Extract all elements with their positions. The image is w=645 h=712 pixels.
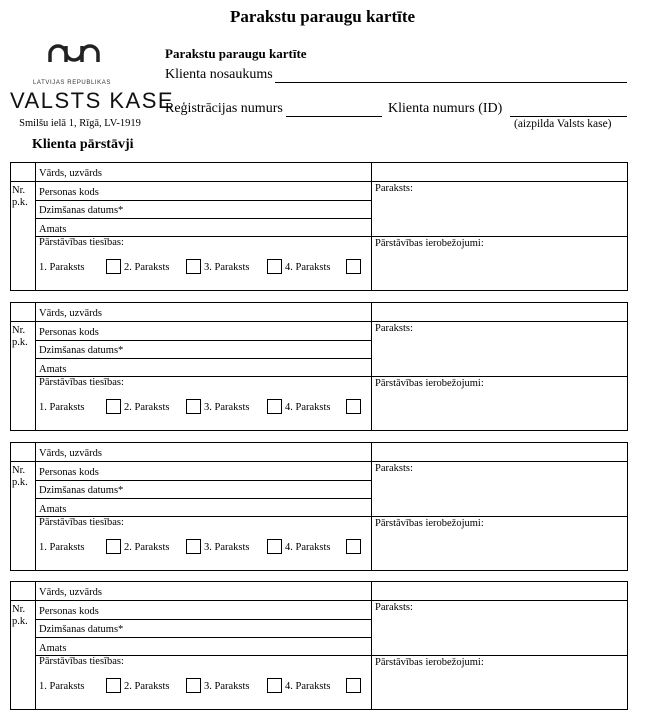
option-3-checkbox[interactable] <box>267 399 282 414</box>
option-3-checkbox[interactable] <box>267 539 282 554</box>
rights-label: Pārstāvības tiesības: <box>39 377 124 388</box>
client-number-field[interactable] <box>510 116 627 117</box>
option-3-checkbox[interactable] <box>267 678 282 693</box>
nr-label-1: Nr. <box>12 325 26 336</box>
section-title: Klienta pārstāvji <box>32 137 134 152</box>
representative-block <box>10 442 628 571</box>
rights-label: Pārstāvības tiesības: <box>39 237 124 248</box>
limitations-label: Pārstāvības ierobežojumi: <box>375 657 484 668</box>
option-4-checkbox[interactable] <box>346 539 361 554</box>
position-label: Amats <box>39 643 67 654</box>
position-label: Amats <box>39 224 67 235</box>
nr-label-2: p.k. <box>12 197 28 208</box>
position-label: Amats <box>39 504 67 515</box>
option-3-label: 3. Paraksts <box>204 542 250 553</box>
signature-label: Paraksts: <box>375 323 413 334</box>
valsts-kase-emblem-icon <box>46 42 102 64</box>
option-4-label: 4. Paraksts <box>285 402 331 413</box>
option-2-checkbox[interactable] <box>186 678 201 693</box>
form-title: Parakstu paraugu kartīte <box>165 46 307 61</box>
representative-block <box>10 302 628 431</box>
option-4-label: 4. Paraksts <box>285 262 331 273</box>
option-4-label: 4. Paraksts <box>285 542 331 553</box>
personal-code-label: Personas kods <box>39 327 99 338</box>
reg-number-field[interactable] <box>286 116 382 117</box>
logo-subtitle: LATVIJAS REPUBLIKAS <box>33 80 111 86</box>
nr-label-1: Nr. <box>12 185 26 196</box>
client-name-label: Klienta nosaukums <box>165 67 273 82</box>
rights-label: Pārstāvības tiesības: <box>39 656 124 667</box>
personal-code-label: Personas kods <box>39 187 99 198</box>
nr-label-1: Nr. <box>12 465 26 476</box>
option-3-label: 3. Paraksts <box>204 262 250 273</box>
option-1-checkbox[interactable] <box>106 399 121 414</box>
representative-block <box>10 581 628 710</box>
option-4-checkbox[interactable] <box>346 678 361 693</box>
option-2-checkbox[interactable] <box>186 399 201 414</box>
option-3-label: 3. Paraksts <box>204 402 250 413</box>
signature-label: Paraksts: <box>375 183 413 194</box>
option-2-checkbox[interactable] <box>186 259 201 274</box>
nr-label-1: Nr. <box>12 604 26 615</box>
birth-date-label: Dzimšanas datums* <box>39 205 124 216</box>
name-label: Vārds, uzvārds <box>39 168 102 179</box>
option-1-checkbox[interactable] <box>106 259 121 274</box>
option-3-checkbox[interactable] <box>267 259 282 274</box>
option-1-label: 1. Paraksts <box>39 402 85 413</box>
position-label: Amats <box>39 364 67 375</box>
birth-date-label: Dzimšanas datums* <box>39 624 124 635</box>
limitations-label: Pārstāvības ierobežojumi: <box>375 238 484 249</box>
option-1-label: 1. Paraksts <box>39 262 85 273</box>
option-1-label: 1. Paraksts <box>39 681 85 692</box>
limitations-label: Pārstāvības ierobežojumi: <box>375 378 484 389</box>
option-2-label: 2. Paraksts <box>124 542 170 553</box>
personal-code-label: Personas kods <box>39 606 99 617</box>
logo-wordmark: VALSTS KASE <box>10 88 175 113</box>
option-1-checkbox[interactable] <box>106 539 121 554</box>
client-number-label: Klienta numurs (ID) <box>388 101 503 116</box>
reg-number-label: Reģistrācijas numurs <box>165 101 283 116</box>
nr-label-2: p.k. <box>12 616 28 627</box>
name-label: Vārds, uzvārds <box>39 587 102 598</box>
signature-label: Paraksts: <box>375 602 413 613</box>
option-2-label: 2. Paraksts <box>124 681 170 692</box>
option-2-label: 2. Paraksts <box>124 262 170 273</box>
valsts-kase-logo <box>10 42 175 132</box>
option-1-checkbox[interactable] <box>106 678 121 693</box>
page-title: Parakstu paraugu kartīte <box>229 7 416 26</box>
rights-label: Pārstāvības tiesības: <box>39 517 124 528</box>
personal-code-label: Personas kods <box>39 467 99 478</box>
client-name-field[interactable] <box>275 82 627 83</box>
client-number-note: (aizpilda Valsts kase) <box>514 118 612 130</box>
birth-date-label: Dzimšanas datums* <box>39 345 124 356</box>
name-label: Vārds, uzvārds <box>39 308 102 319</box>
option-4-label: 4. Paraksts <box>285 681 331 692</box>
option-4-checkbox[interactable] <box>346 399 361 414</box>
option-3-label: 3. Paraksts <box>204 681 250 692</box>
nr-label-2: p.k. <box>12 477 28 488</box>
option-4-checkbox[interactable] <box>346 259 361 274</box>
name-label: Vārds, uzvārds <box>39 448 102 459</box>
representative-block <box>10 162 628 291</box>
limitations-label: Pārstāvības ierobežojumi: <box>375 518 484 529</box>
logo-address: Smilšu ielā 1, Rīgā, LV-1919 <box>19 118 141 129</box>
nr-label-2: p.k. <box>12 337 28 348</box>
signature-label: Paraksts: <box>375 463 413 474</box>
option-2-label: 2. Paraksts <box>124 402 170 413</box>
birth-date-label: Dzimšanas datums* <box>39 485 124 496</box>
option-2-checkbox[interactable] <box>186 539 201 554</box>
option-1-label: 1. Paraksts <box>39 542 85 553</box>
